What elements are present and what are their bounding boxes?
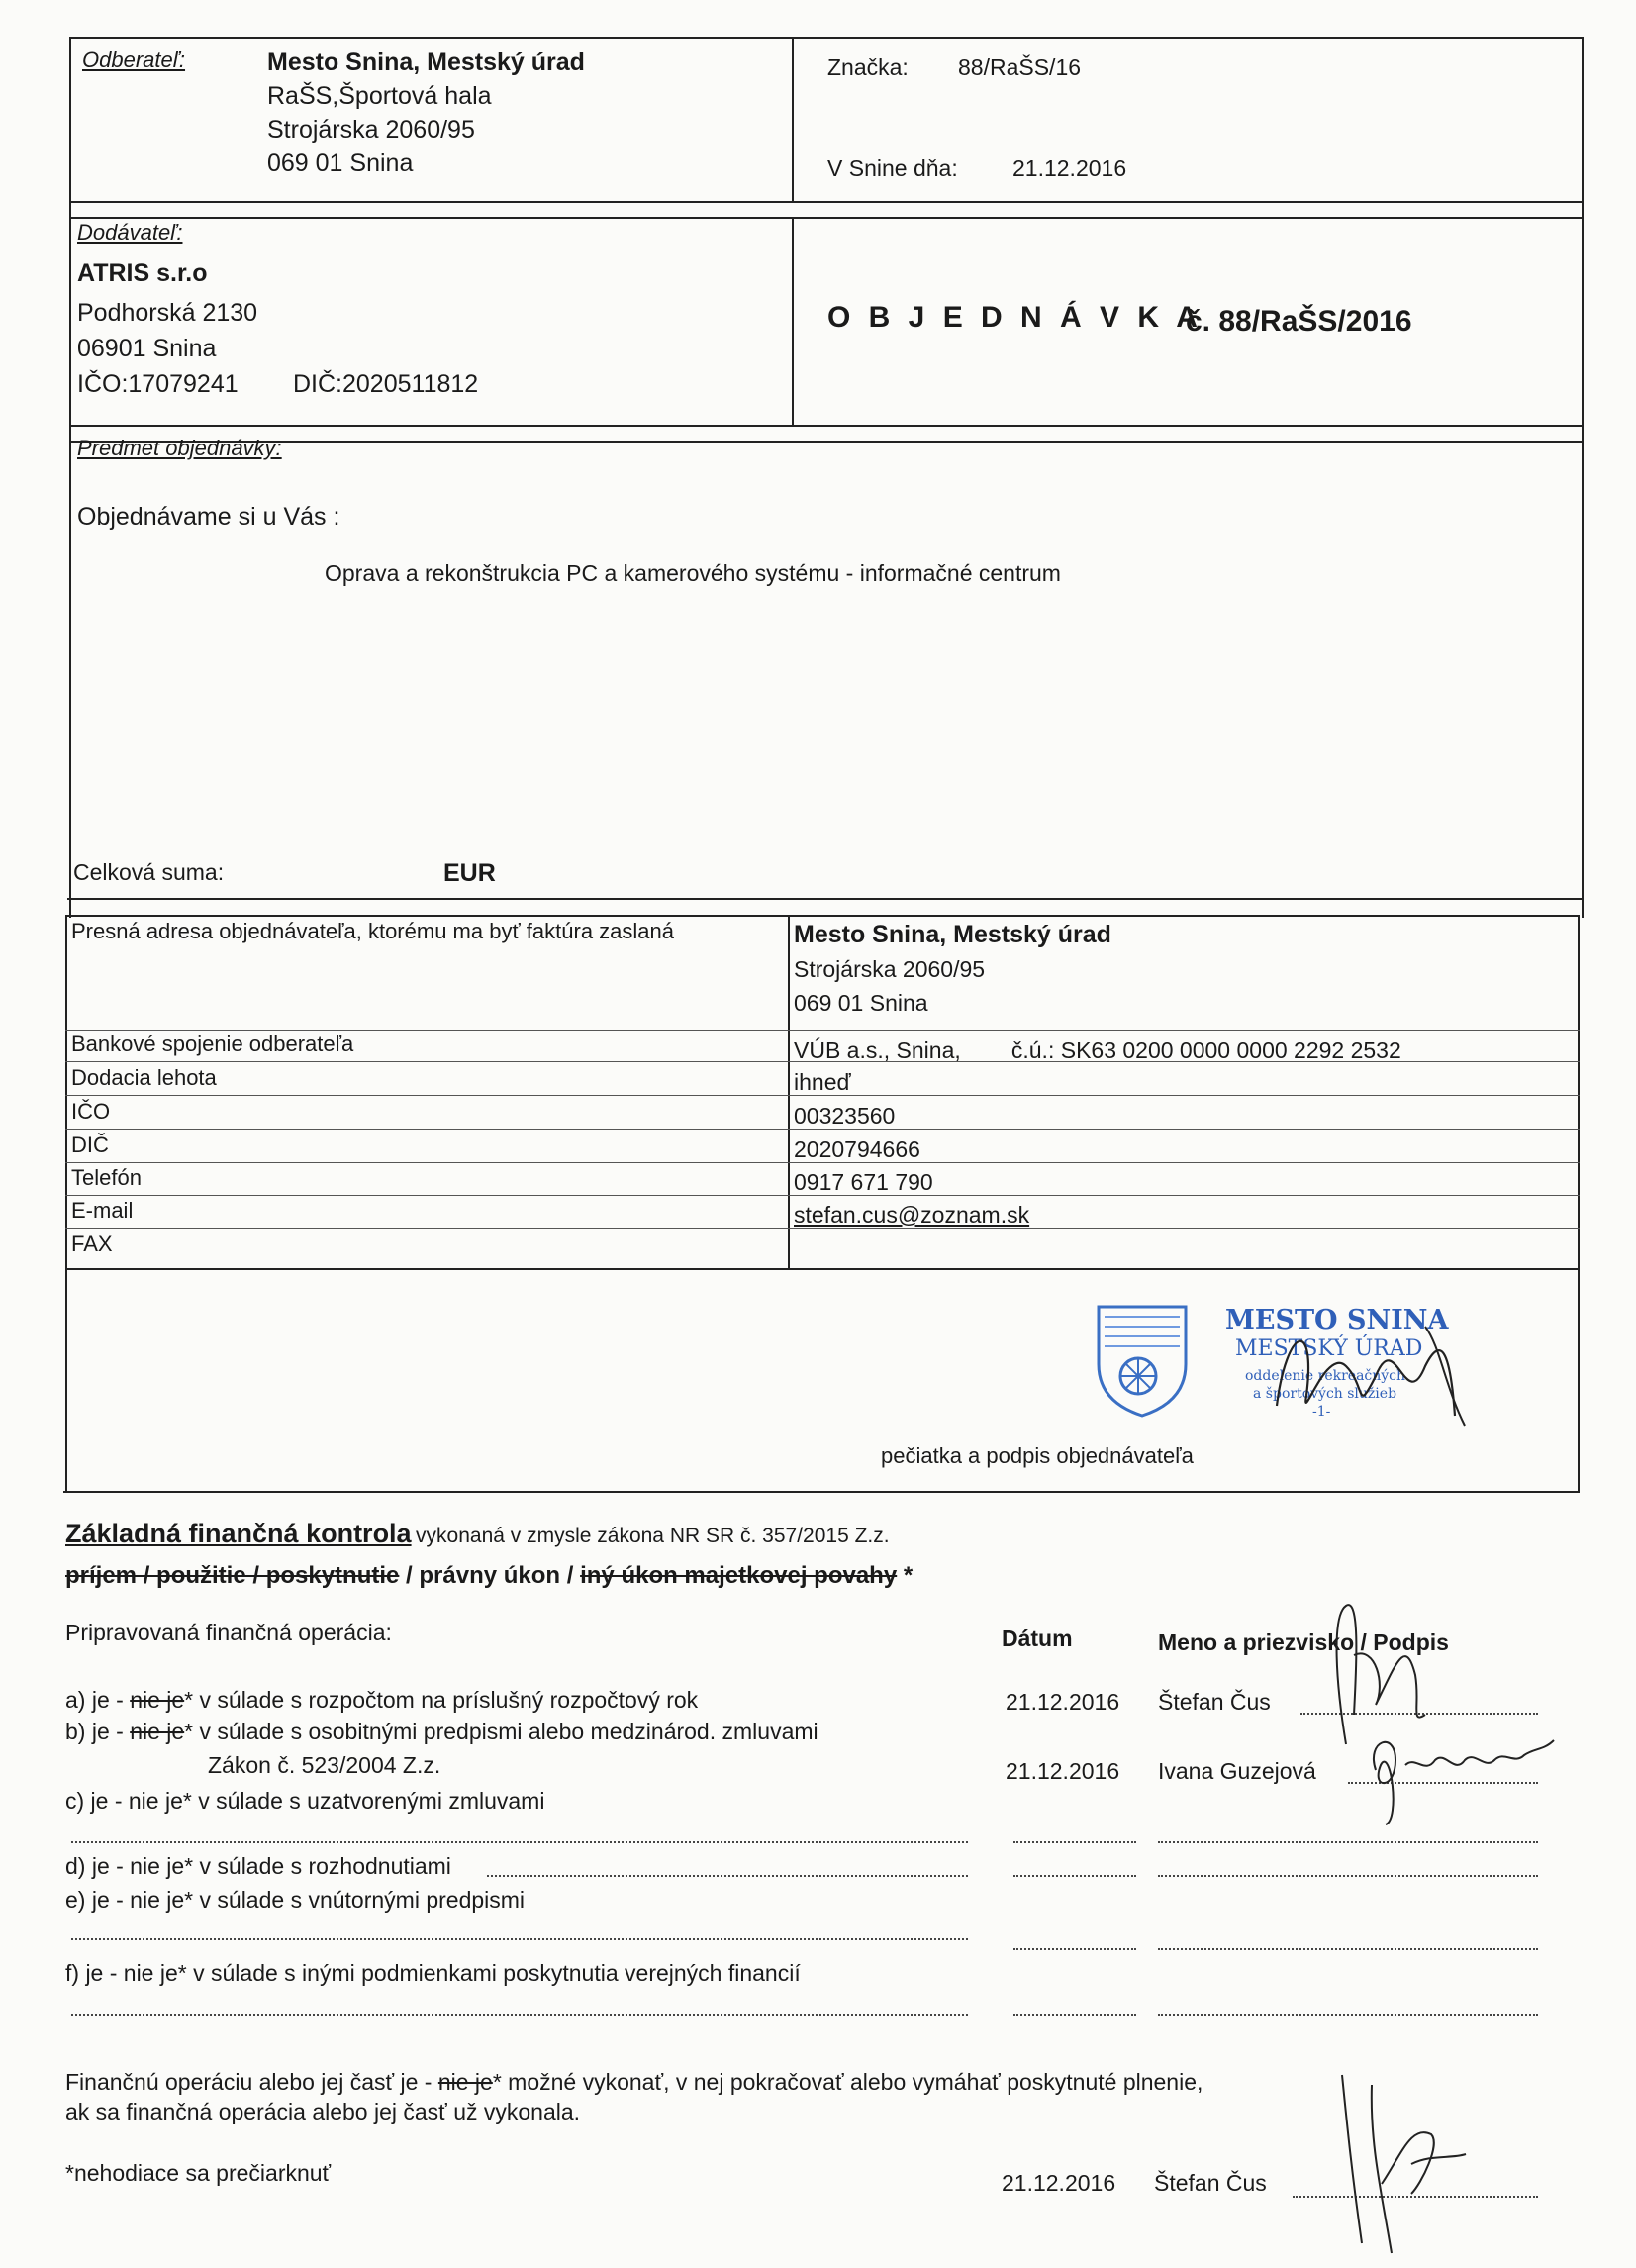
order-title: O B J E D N Á V K A <box>827 301 1203 334</box>
supplier-street: Podhorská 2130 <box>77 299 258 327</box>
item-c-name-dots <box>1158 1841 1538 1843</box>
operation-label: Pripravovaná finančná operácia: <box>65 1620 392 1645</box>
item-b-law: Zákon č. 523/2004 Z.z. <box>208 1752 441 1778</box>
item-e-name-dots <box>1158 1948 1538 1950</box>
final-text: * možné vykonať, v nej pokračovať alebo vymáhať poskytnuté plnenie, <box>492 2069 1203 2095</box>
item-e-date-dots <box>1013 1948 1136 1950</box>
date-label: V Snine dňa: <box>827 155 958 181</box>
item-c-dotted-line <box>71 1841 968 1843</box>
item-f-name-dots <box>1158 2014 1538 2016</box>
supplier-dic: DIČ:2020511812 <box>293 370 479 398</box>
item-a-prefix: a) je - <box>65 1687 131 1713</box>
billing-address-label: Presná adresa objednávateľa, ktorému ma byť faktúra zaslaná <box>71 919 675 943</box>
item-a-text: * v súlade s rozpočtom na príslušný rozpočtový rok <box>184 1687 699 1713</box>
sig1-date: 21.12.2016 <box>1006 1689 1120 1715</box>
supplier-label: Dodávateľ: <box>77 220 183 245</box>
bank-value: VÚB a.s., Snina, č.ú.: SK63 0200 0000 0000 2292 2532 <box>794 1037 1401 1063</box>
signature-guzejova-icon <box>1356 1721 1574 1829</box>
subject-label: Predmet objednávky: <box>77 436 282 460</box>
final-prefix: Finančnú operáciu alebo jej časť je - <box>65 2069 438 2095</box>
subject-intro: Objednávame si u Vás : <box>77 503 340 531</box>
ico-label: IČO <box>71 1099 111 1124</box>
control-type-struck1: príjem / použitie / poskytnutie <box>65 1562 400 1589</box>
customer-city: 069 01 Snina <box>267 149 414 177</box>
billing-address-street: Strojárska 2060/95 <box>794 956 986 982</box>
billing-address-name: Mesto Snina, Mestský úrad <box>794 921 1111 948</box>
control-heading-rest: vykonaná v zmysle zákona NR SR č. 357/2015 Z.z. <box>416 1525 890 1547</box>
email-label: E-mail <box>71 1198 134 1223</box>
date-column-header: Dátum <box>1002 1626 1073 1651</box>
billing-address-city: 069 01 Snina <box>794 990 928 1016</box>
stamp-line4: a športových služieb <box>1253 1386 1397 1402</box>
item-c: c) je - nie je* v súlade s uzatvorenými zmluvami <box>65 1788 545 1814</box>
delivery-label: Dodacia lehota <box>71 1065 217 1090</box>
customer-street: Strojárska 2060/95 <box>267 116 475 144</box>
phone-label: Telefón <box>71 1165 142 1190</box>
item-e: e) je - nie je* v súlade s vnútornými predpismi <box>65 1887 526 1913</box>
email-link[interactable]: stefan.cus@zoznam.sk <box>794 1202 1030 1228</box>
delivery-value: ihneď <box>794 1069 851 1095</box>
sig2-name: Ivana Guzejová <box>1158 1758 1316 1784</box>
item-d: d) je - nie je* v súlade s rozhodnutiami <box>65 1853 451 1879</box>
stamp-caption: pečiatka a podpis objednávateľa <box>881 1443 1194 1468</box>
bank-label: Bankové spojenie odberateľa <box>71 1032 354 1056</box>
coat-of-arms-icon <box>1095 1303 1190 1420</box>
signature-final-icon <box>1322 2065 1471 2263</box>
final-date: 21.12.2016 <box>1002 2170 1116 2196</box>
item-f-dotted-line <box>71 2014 968 2016</box>
phone-value: 0917 671 790 <box>794 1169 933 1195</box>
supplier-ico: IČO:17079241 <box>77 370 239 398</box>
signature-icon <box>1257 1307 1485 1435</box>
total-sum-currency: EUR <box>443 859 496 887</box>
control-type-asterisk: * <box>897 1562 914 1589</box>
supplier-name: ATRIS s.r.o <box>77 259 208 287</box>
total-sum-label: Celková suma: <box>73 859 225 885</box>
final-struck: nie je <box>437 2069 493 2095</box>
dic-value: 2020794666 <box>794 1136 920 1162</box>
stamp-line1: MESTO SNINA <box>1225 1305 1449 1335</box>
customer-line2: RaŠS,Športová hala <box>267 82 492 110</box>
reference-label: Značka: <box>827 54 909 80</box>
reference-value: 88/RaŠS/16 <box>958 54 1082 80</box>
item-b-struck: nie je <box>130 1719 185 1744</box>
date-value: 21.12.2016 <box>1012 155 1127 181</box>
footnote: *nehodiace sa prečiarknuť <box>65 2160 332 2186</box>
fax-label: FAX <box>71 1232 113 1256</box>
control-type-legal: / právny úkon / <box>399 1562 581 1589</box>
control-type-line <box>65 1562 913 1590</box>
item-f: f) je - nie je* v súlade s inými podmienkami poskytnutia verejných financií <box>65 1960 801 1986</box>
control-heading-line <box>65 1519 890 1549</box>
customer-label: Odberateľ: <box>82 48 186 72</box>
item-b-text: * v súlade s osobitnými predpismi alebo medzinárod. zmluvami <box>184 1719 818 1744</box>
final-statement-line2: ak sa finančná operácia alebo jej časť už vykonala. <box>65 2099 581 2124</box>
item-e-dotted-line <box>71 1938 968 1940</box>
sig2-date: 21.12.2016 <box>1006 1758 1120 1784</box>
order-number: č. 88/RaŠS/2016 <box>1186 305 1412 338</box>
stamp-line3: oddelenie rekreačných <box>1245 1368 1406 1384</box>
item-b <box>65 1719 818 1745</box>
ico-value: 00323560 <box>794 1103 896 1129</box>
final-name: Štefan Čus <box>1154 2170 1267 2196</box>
item-a <box>65 1687 698 1714</box>
item-c-date-dots <box>1013 1841 1136 1843</box>
item-f-date-dots <box>1013 2014 1136 2016</box>
control-type-struck2: iný úkon majetkovej povahy <box>580 1562 898 1589</box>
final-statement <box>65 2069 1203 2096</box>
stamp-line5: -1- <box>1312 1404 1331 1420</box>
stamp-line2: MESTSKÝ ÚRAD <box>1235 1336 1423 1361</box>
item-d-date-dots <box>1013 1875 1136 1877</box>
sig1-name: Štefan Čus <box>1158 1689 1271 1715</box>
name-column-header: Meno a priezvisko / Podpis <box>1158 1629 1449 1655</box>
subject-text: Oprava a rekonštrukcia PC a kamerového systému - informačné centrum <box>325 560 1061 586</box>
supplier-city: 06901 Snina <box>77 335 217 362</box>
dic-label: DIČ <box>71 1133 109 1157</box>
customer-name: Mesto Snina, Mestský úrad <box>267 49 585 76</box>
control-heading: Základná finančná kontrola <box>65 1519 412 1548</box>
item-d-name-dots <box>1158 1875 1538 1877</box>
item-a-struck: nie je <box>130 1687 185 1713</box>
item-b-prefix: b) je - <box>65 1719 131 1744</box>
item-d-dotted-line <box>487 1875 968 1877</box>
